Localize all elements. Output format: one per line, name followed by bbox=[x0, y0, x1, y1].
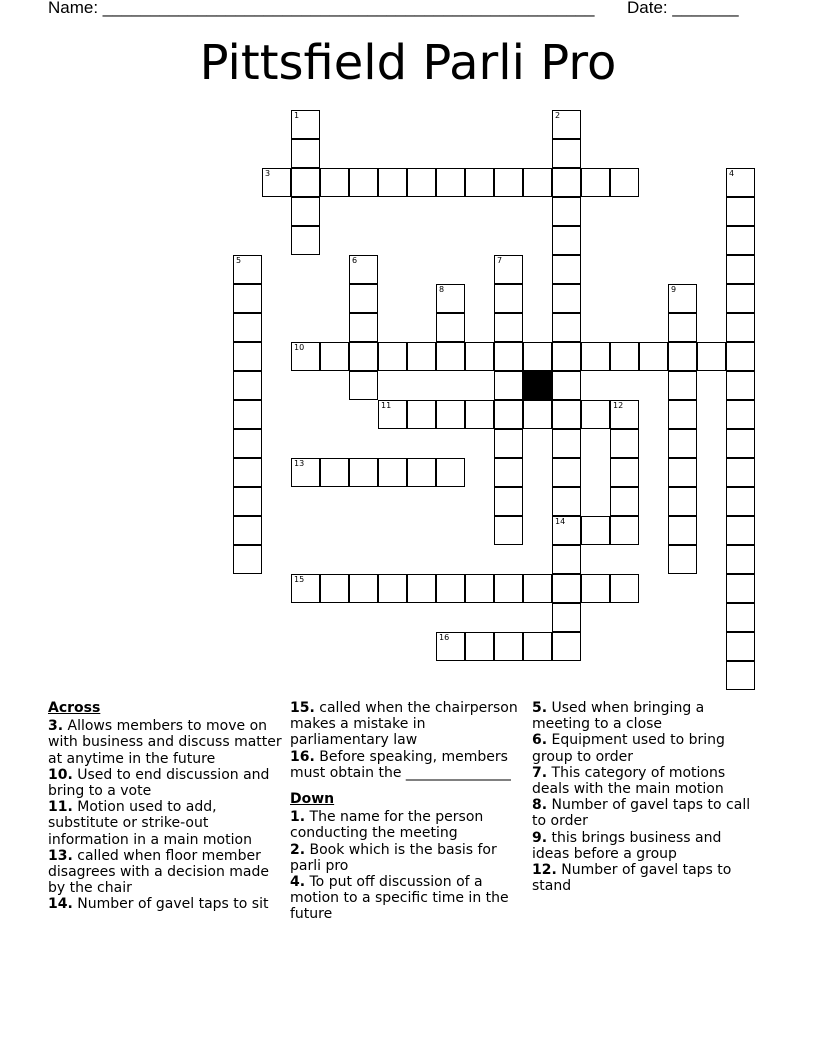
grid-cell[interactable] bbox=[726, 516, 755, 545]
grid-cell[interactable] bbox=[291, 574, 320, 603]
grid-cell[interactable] bbox=[233, 371, 262, 400]
grid-cell[interactable] bbox=[233, 342, 262, 371]
grid-cell[interactable] bbox=[726, 342, 755, 371]
grid-cell[interactable] bbox=[668, 458, 697, 487]
grid-cell[interactable] bbox=[726, 603, 755, 632]
clue-text: Before speaking, members must obtain the _______________ bbox=[290, 748, 511, 781]
grid-cell[interactable] bbox=[465, 574, 494, 603]
clue-number: 11 bbox=[381, 401, 392, 410]
clue-number-label: 12. bbox=[532, 862, 557, 879]
down-clue bbox=[290, 874, 525, 923]
grid-cell[interactable] bbox=[349, 574, 378, 603]
grid-cell[interactable] bbox=[552, 255, 581, 284]
grid-cell[interactable] bbox=[378, 342, 407, 371]
grid-cell[interactable] bbox=[552, 545, 581, 574]
across-clue bbox=[48, 799, 283, 848]
clue-number-label: 8. bbox=[532, 797, 548, 814]
clue-number-label: 9. bbox=[532, 829, 548, 846]
grid-cell[interactable] bbox=[668, 516, 697, 545]
grid-cell[interactable] bbox=[378, 458, 407, 487]
grid-cell[interactable] bbox=[407, 400, 436, 429]
grid-cell[interactable] bbox=[349, 313, 378, 342]
grid-cell[interactable] bbox=[610, 168, 639, 197]
grid-cell[interactable] bbox=[494, 371, 523, 400]
grid-black-square bbox=[523, 371, 552, 400]
clue-text: Book which is the basis for parli pro bbox=[290, 841, 497, 874]
clue-number: 16 bbox=[439, 633, 450, 642]
grid-cell[interactable] bbox=[552, 110, 581, 139]
grid-cell[interactable] bbox=[726, 226, 755, 255]
grid-cell[interactable] bbox=[291, 197, 320, 226]
grid-cell[interactable] bbox=[494, 284, 523, 313]
grid-cell[interactable] bbox=[552, 371, 581, 400]
grid-cell[interactable] bbox=[291, 139, 320, 168]
clue-number: 9 bbox=[671, 285, 677, 294]
clue-number-label: 13. bbox=[48, 847, 73, 864]
down-clue bbox=[532, 797, 752, 829]
grid-cell[interactable] bbox=[726, 632, 755, 661]
grid-cell[interactable] bbox=[581, 574, 610, 603]
grid-cell[interactable] bbox=[233, 458, 262, 487]
grid-cell[interactable] bbox=[668, 545, 697, 574]
clue-number-label: 4. bbox=[290, 874, 306, 891]
grid-cell[interactable] bbox=[320, 574, 349, 603]
grid-cell[interactable] bbox=[726, 313, 755, 342]
grid-cell[interactable] bbox=[233, 400, 262, 429]
grid-cell[interactable] bbox=[349, 342, 378, 371]
grid-cell[interactable] bbox=[726, 574, 755, 603]
down-clue bbox=[532, 700, 752, 732]
grid-cell[interactable] bbox=[552, 313, 581, 342]
grid-cell[interactable] bbox=[494, 574, 523, 603]
grid-cell[interactable] bbox=[610, 342, 639, 371]
clue-number-label: 1. bbox=[290, 809, 306, 826]
grid-cell[interactable] bbox=[552, 574, 581, 603]
grid-cell[interactable] bbox=[378, 400, 407, 429]
grid-cell[interactable] bbox=[726, 429, 755, 458]
grid-cell[interactable] bbox=[552, 284, 581, 313]
clue-number: 6 bbox=[352, 256, 358, 265]
grid-cell[interactable] bbox=[407, 458, 436, 487]
clue-number-label: 3. bbox=[48, 718, 64, 735]
grid-cell[interactable] bbox=[726, 545, 755, 574]
clue-text: Used to end discussion and bring to a vote bbox=[48, 766, 270, 800]
page-title: Pittsfield Parli Pro bbox=[199, 35, 617, 91]
grid-cell[interactable] bbox=[436, 632, 465, 661]
grid-cell[interactable] bbox=[668, 342, 697, 371]
grid-cell[interactable] bbox=[291, 110, 320, 139]
grid-cell[interactable] bbox=[436, 458, 465, 487]
grid-cell[interactable] bbox=[291, 168, 320, 197]
grid-cell[interactable] bbox=[494, 632, 523, 661]
clue-number: 13 bbox=[294, 459, 305, 468]
down-clue bbox=[532, 732, 752, 764]
grid-cell[interactable] bbox=[581, 168, 610, 197]
grid-cell[interactable] bbox=[465, 168, 494, 197]
grid-cell[interactable] bbox=[436, 284, 465, 313]
grid-cell[interactable] bbox=[494, 342, 523, 371]
grid-cell[interactable] bbox=[320, 168, 349, 197]
grid-cell[interactable] bbox=[668, 429, 697, 458]
grid-cell[interactable] bbox=[233, 255, 262, 284]
grid-cell[interactable] bbox=[610, 487, 639, 516]
grid-cell[interactable] bbox=[494, 487, 523, 516]
grid-cell[interactable] bbox=[610, 574, 639, 603]
grid-cell[interactable] bbox=[291, 342, 320, 371]
grid-cell[interactable] bbox=[494, 313, 523, 342]
grid-cell[interactable] bbox=[233, 284, 262, 313]
grid-cell[interactable] bbox=[668, 313, 697, 342]
clue-text: Used when bringing a meeting to a close bbox=[532, 700, 705, 733]
clues-column-2 bbox=[290, 700, 525, 923]
grid-cell[interactable] bbox=[552, 487, 581, 516]
clue-text: Number of gavel taps to sit bbox=[72, 896, 269, 913]
grid-cell[interactable] bbox=[465, 400, 494, 429]
across-heading: Across bbox=[48, 700, 101, 716]
grid-cell[interactable] bbox=[436, 342, 465, 371]
grid-cell[interactable] bbox=[726, 371, 755, 400]
clue-number: 12 bbox=[613, 401, 624, 410]
grid-cell[interactable] bbox=[436, 313, 465, 342]
clue-number-label: 6. bbox=[532, 732, 548, 749]
clue-text: called when the chairperson makes a mistake in parliamentary law bbox=[290, 700, 518, 749]
grid-cell[interactable] bbox=[378, 168, 407, 197]
clues-column-1 bbox=[48, 700, 283, 913]
clue-number: 15 bbox=[294, 575, 305, 584]
grid-cell[interactable] bbox=[494, 255, 523, 284]
grid-cell[interactable] bbox=[349, 168, 378, 197]
clue-number-label: 16. bbox=[290, 748, 315, 765]
across-clue bbox=[48, 848, 283, 897]
clue-text: this brings business and ideas before a group bbox=[532, 829, 722, 862]
grid-cell[interactable] bbox=[436, 400, 465, 429]
down-clue bbox=[532, 862, 752, 894]
clue-number-label: 14. bbox=[48, 896, 73, 913]
grid-cell[interactable] bbox=[668, 400, 697, 429]
grid-cell[interactable] bbox=[349, 284, 378, 313]
clue-text: Allows members to move on with business and discuss matter at anytime in the future bbox=[48, 718, 282, 767]
grid-cell[interactable] bbox=[523, 342, 552, 371]
grid-cell[interactable] bbox=[697, 342, 726, 371]
clue-text: This category of motions deals with the main motion bbox=[532, 764, 726, 798]
grid-cell[interactable] bbox=[320, 458, 349, 487]
across-clue bbox=[48, 767, 283, 799]
grid-cell[interactable] bbox=[552, 400, 581, 429]
clue-text: Motion used to add, substitute or strike-out information in a main motion bbox=[48, 799, 252, 848]
grid-cell[interactable] bbox=[726, 400, 755, 429]
grid-cell[interactable] bbox=[552, 168, 581, 197]
grid-cell[interactable] bbox=[552, 429, 581, 458]
grid-cell[interactable] bbox=[233, 429, 262, 458]
grid-cell[interactable] bbox=[291, 226, 320, 255]
grid-cell[interactable] bbox=[494, 429, 523, 458]
clue-text: To put off discussion of a motion to a specific time in the future bbox=[290, 874, 509, 923]
clue-number-label: 10. bbox=[48, 766, 73, 783]
clue-number: 1 bbox=[294, 111, 300, 120]
grid-cell[interactable] bbox=[494, 168, 523, 197]
grid-cell[interactable] bbox=[610, 400, 639, 429]
grid-cell[interactable] bbox=[349, 255, 378, 284]
grid-cell[interactable] bbox=[465, 632, 494, 661]
down-heading: Down bbox=[290, 791, 335, 808]
down-clue bbox=[290, 842, 525, 874]
clue-text: Equipment used to bring group to order bbox=[532, 732, 725, 765]
grid-cell[interactable] bbox=[552, 516, 581, 545]
grid-cell[interactable] bbox=[349, 458, 378, 487]
grid-cell[interactable] bbox=[610, 458, 639, 487]
date-field-label[interactable]: Date: _______ bbox=[627, 0, 739, 17]
clue-number-label: 15. bbox=[290, 700, 315, 716]
grid-cell[interactable] bbox=[523, 574, 552, 603]
grid-cell[interactable] bbox=[378, 574, 407, 603]
grid-cell[interactable] bbox=[552, 342, 581, 371]
clue-number-label: 2. bbox=[290, 841, 306, 858]
down-clue bbox=[532, 830, 752, 862]
grid-cell[interactable] bbox=[552, 458, 581, 487]
clue-number: 2 bbox=[555, 111, 561, 120]
clue-number: 14 bbox=[555, 517, 566, 526]
clue-text: Number of gavel taps to call to order bbox=[532, 797, 751, 830]
clue-number: 7 bbox=[497, 256, 503, 265]
clue-number: 10 bbox=[294, 343, 305, 352]
grid-cell[interactable] bbox=[494, 458, 523, 487]
grid-cell[interactable] bbox=[726, 197, 755, 226]
grid-cell[interactable] bbox=[581, 400, 610, 429]
grid-cell[interactable] bbox=[552, 197, 581, 226]
grid-cell[interactable] bbox=[465, 342, 494, 371]
clue-number: 5 bbox=[236, 256, 242, 265]
grid-cell[interactable] bbox=[494, 400, 523, 429]
grid-cell[interactable] bbox=[552, 226, 581, 255]
grid-cell[interactable] bbox=[726, 168, 755, 197]
grid-cell[interactable] bbox=[726, 487, 755, 516]
clue-number: 4 bbox=[729, 169, 735, 178]
clue-text: The name for the person conducting the meeting bbox=[290, 809, 484, 842]
grid-cell[interactable] bbox=[726, 661, 755, 690]
clues-column-3 bbox=[532, 700, 752, 894]
grid-cell[interactable] bbox=[233, 487, 262, 516]
grid-cell[interactable] bbox=[436, 574, 465, 603]
grid-cell[interactable] bbox=[407, 342, 436, 371]
grid-cell[interactable] bbox=[262, 168, 291, 197]
grid-cell[interactable] bbox=[233, 313, 262, 342]
grid-cell[interactable] bbox=[523, 632, 552, 661]
across-clue bbox=[290, 749, 525, 781]
grid-cell[interactable] bbox=[523, 400, 552, 429]
grid-cell[interactable] bbox=[610, 429, 639, 458]
grid-cell[interactable] bbox=[726, 458, 755, 487]
grid-cell[interactable] bbox=[668, 284, 697, 313]
grid-cell[interactable] bbox=[581, 516, 610, 545]
clue-number-label: 11. bbox=[48, 799, 73, 816]
grid-cell[interactable] bbox=[552, 632, 581, 661]
down-clue bbox=[532, 765, 752, 797]
clue-number: 3 bbox=[265, 169, 271, 178]
grid-cell[interactable] bbox=[494, 516, 523, 545]
grid-cell[interactable] bbox=[726, 255, 755, 284]
grid-cell[interactable] bbox=[668, 371, 697, 400]
grid-cell[interactable] bbox=[291, 458, 320, 487]
grid-cell[interactable] bbox=[581, 342, 610, 371]
grid-cell[interactable] bbox=[407, 574, 436, 603]
clue-text: called when floor member disagrees with a decision made by the chair bbox=[48, 847, 270, 897]
name-field-label[interactable]: Name: ____________________________________________________ bbox=[48, 0, 595, 17]
grid-cell[interactable] bbox=[726, 284, 755, 313]
clue-text: Number of gavel taps to stand bbox=[532, 862, 732, 895]
clue-number-label: 5. bbox=[532, 700, 548, 716]
grid-cell[interactable] bbox=[523, 168, 552, 197]
down-clue bbox=[290, 809, 525, 841]
grid-cell[interactable] bbox=[552, 603, 581, 632]
grid-cell[interactable] bbox=[436, 168, 465, 197]
grid-cell[interactable] bbox=[639, 342, 668, 371]
across-clue bbox=[48, 718, 283, 767]
across-clue bbox=[290, 700, 525, 749]
grid-cell[interactable] bbox=[233, 516, 262, 545]
clue-number: 8 bbox=[439, 285, 445, 294]
grid-cell[interactable] bbox=[349, 371, 378, 400]
grid-cell[interactable] bbox=[407, 168, 436, 197]
grid-cell[interactable] bbox=[233, 545, 262, 574]
across-clue bbox=[48, 896, 283, 912]
grid-cell[interactable] bbox=[668, 487, 697, 516]
clue-number-label: 7. bbox=[532, 764, 548, 781]
grid-cell[interactable] bbox=[552, 139, 581, 168]
grid-cell[interactable] bbox=[610, 516, 639, 545]
grid-cell[interactable] bbox=[320, 342, 349, 371]
